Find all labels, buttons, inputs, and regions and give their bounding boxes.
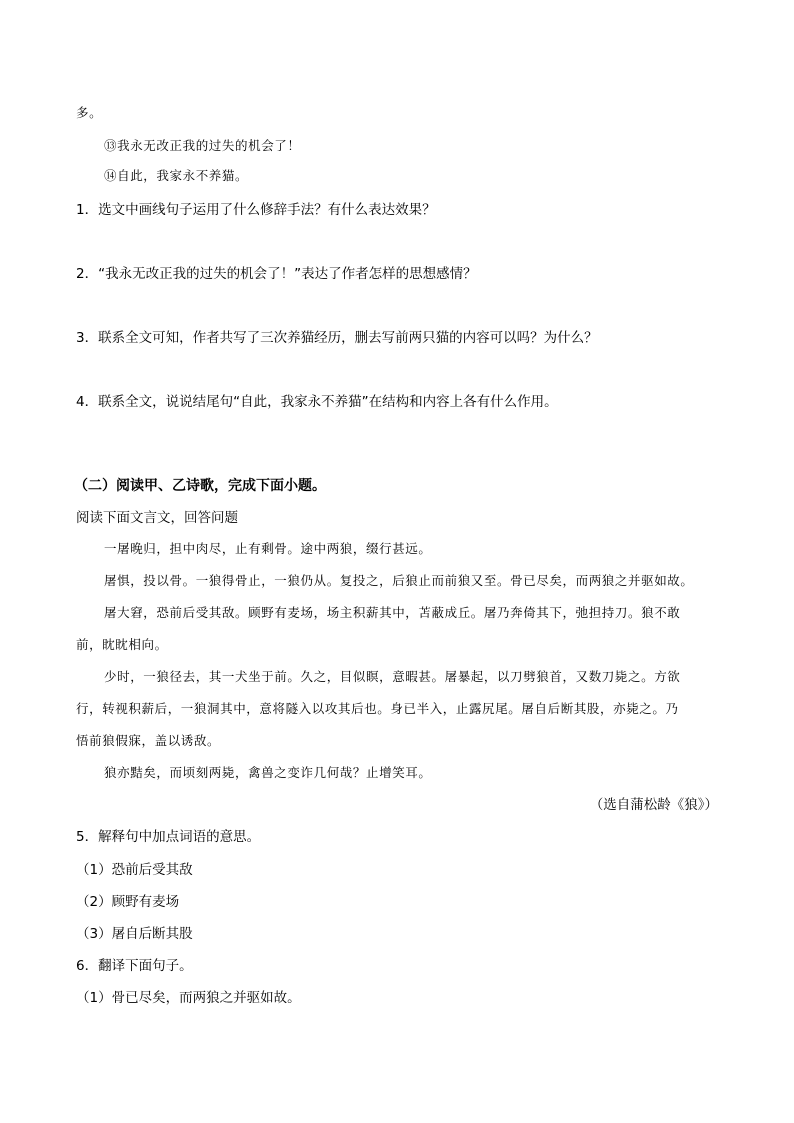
passage-line: 前，眈眈相向。 [76, 637, 168, 652]
passage-line: 少时，一狼径去，其一犬坐于前。久之，目似瞑，意暇甚。屠暴起，以刀劈狼首，又数刀毙之。方欲 [104, 669, 681, 684]
question-3: 3．联系全文可知，作者共写了三次养猫经历，删去写前两只猫的内容可以吗？为什么？ [76, 330, 598, 346]
question-6-item-1: （1）骨已尽矣，而两狼之并驱如故。 [76, 990, 301, 1006]
question-5-item-2: （2）顾野有麦场 [76, 894, 180, 910]
passage-line: 屠大窘，恐前后受其敌。顾野有麦场，场主积薪其中，苫蔽成丘。屠乃奔倚其下，弛担持刀。狼不敢 [104, 605, 681, 620]
section-heading: （二）阅读甲、乙诗歌，完成下面小题。 [74, 478, 326, 494]
paragraph-13: ⑬我永无改正我的过失的机会了！ [104, 138, 301, 153]
passage-line: 行，转视积薪后，一狼洞其中，意将隧入以攻其后也。身已半入，止露尻尾。屠自后断其股，亦毙之。乃 [76, 701, 679, 716]
question-1: 1．选文中画线句子运用了什么修辞手法？有什么表达效果？ [76, 202, 436, 218]
section-intro: 阅读下面文言文，回答问题 [76, 510, 238, 526]
question-5: 5．解释句中加点词语的意思。 [76, 829, 261, 845]
continuation-line: 多。 [76, 105, 103, 120]
passage-source: （选自蒲松龄《狼》） [589, 797, 718, 813]
question-4: 4．联系全文，说说结尾句“自此，我家永不养猫”在结构和内容上各有什么作用。 [76, 394, 558, 410]
paragraph-14: ⑭自此，我家永不养猫。 [104, 168, 249, 183]
passage-line: 悟前狼假寐，盖以诱敌。 [76, 733, 221, 748]
question-2: 2．“我永无改正我的过失的机会了！”表达了作者怎样的思想感情？ [76, 266, 477, 282]
question-5-item-1: （1）恐前后受其敌 [76, 862, 193, 878]
question-5-item-3: （3）屠自后断其股 [76, 926, 193, 942]
question-6: 6．翻译下面句子。 [76, 958, 193, 974]
passage-line: 狼亦黠矣，而顷刻两毙，禽兽之变诈几何哉？止增笑耳。 [104, 765, 432, 780]
passage-line: 屠惧，投以骨。一狼得骨止，一狼仍从。复投之，后狼止而前狼又至。骨已尽矣，而两狼之并驱如故。 [104, 573, 694, 588]
passage-line: 一屠晚归，担中肉尽，止有剩骨。途中两狼，缀行甚远。 [104, 541, 432, 556]
